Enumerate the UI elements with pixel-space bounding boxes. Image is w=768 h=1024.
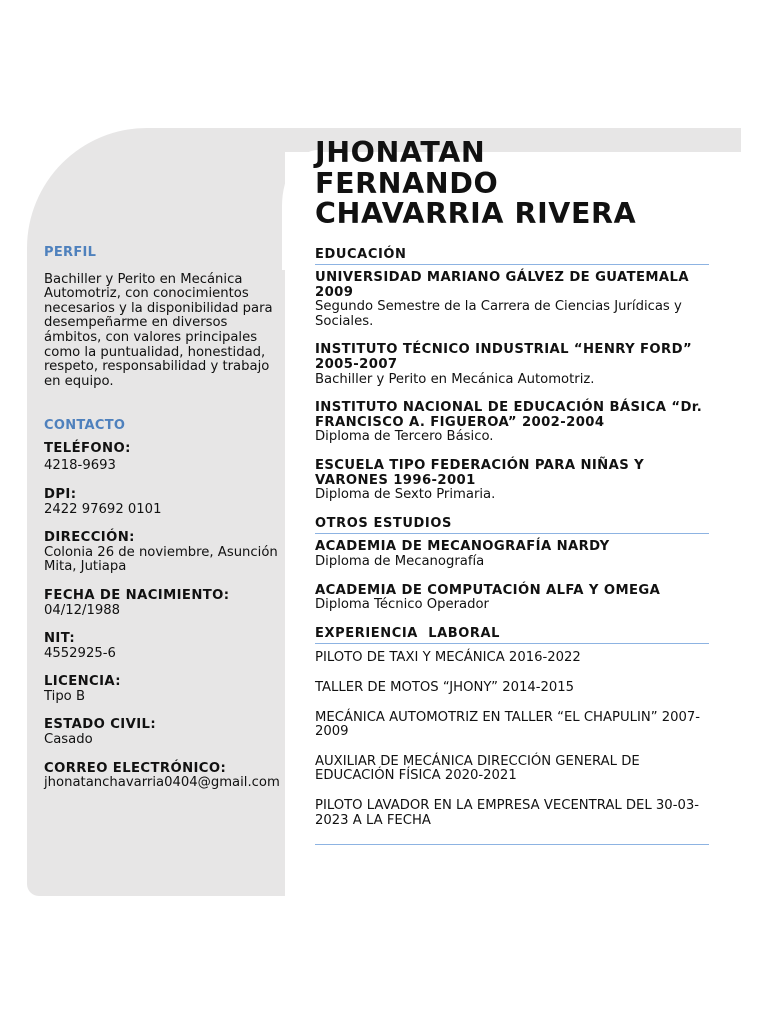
contact-email[interactable]: jhonatanchavarria0404@gmail.com	[44, 775, 280, 791]
entry-desc: Diploma de Tercero Básico.	[315, 429, 494, 445]
experiencia-heading: EXPERIENCIA LABORAL	[315, 627, 709, 645]
contact-item-dpi	[44, 488, 280, 517]
entry-desc: Diploma de Sexto Primaria.	[315, 487, 496, 503]
education-entry	[315, 271, 709, 329]
perfil-text: Bachiller y Perito en Mecánica Automotriz, con conocimientos necesarios y la disponibilidad para desempeñarme en diversos ámbitos, con valores principales como la puntualidad, honestidad, respeto, responsabilidad y trabajo en equipo.	[44, 271, 273, 389]
educacion-heading: EDUCACIÓN	[315, 248, 709, 266]
otros-estudios-section	[315, 517, 709, 613]
contact-label: NIT:	[44, 631, 76, 647]
candidate-name: JHONATAN FERNANDO CHAVARRIA RIVERA	[315, 136, 637, 230]
contact-item-telefono	[44, 436, 280, 474]
other-study-entry	[315, 540, 709, 569]
entry-desc: Bachiller y Perito en Mecánica Automotriz.	[315, 371, 595, 387]
entry-title: UNIVERSIDAD MARIANO GÁLVEZ DE GUATEMALA 2009	[315, 270, 689, 300]
perfil-heading: PERFIL	[44, 245, 97, 260]
contacto-heading: CONTACTO	[44, 418, 126, 434]
contact-value: Tipo B	[44, 688, 85, 704]
contact-label: CORREO ELECTRÓNICO:	[44, 760, 227, 776]
job-entry: MECÁNICA AUTOMOTRIZ EN TALLER “EL CHAPULIN” 2007-2009	[315, 709, 701, 740]
contact-item-nacimiento	[44, 589, 280, 618]
entry-desc: Diploma Técnico Operador	[315, 597, 489, 613]
education-entry	[315, 343, 709, 387]
section-divider	[315, 844, 709, 845]
contact-item-direccion	[44, 531, 280, 575]
entry-title: ACADEMIA DE MECANOGRAFÍA NARDY	[315, 539, 610, 555]
contact-label: ESTADO CIVIL:	[44, 717, 157, 733]
contact-value: Colonia 26 de noviembre, Asunción Mita, Jutiapa	[44, 544, 278, 575]
job-entry: TALLER DE MOTOS “JHONY” 2014-2015	[315, 679, 575, 695]
contact-item-licencia	[44, 675, 280, 704]
entry-desc: Diploma de Mecanografía	[315, 554, 485, 569]
contact-item-nit	[44, 632, 280, 661]
contact-label: TELÉFONO:	[44, 441, 131, 457]
experiencia-section	[315, 627, 709, 845]
contact-value: 4218-9693	[44, 458, 116, 474]
sidebar	[44, 246, 280, 805]
entry-title: ESCUELA TIPO FEDERACIÓN PARA NIÑAS Y VARONES 1996-2001	[315, 458, 645, 488]
educacion-section	[315, 248, 709, 503]
contact-list	[44, 436, 280, 791]
contact-item-estado-civil	[44, 718, 280, 747]
entry-title: INSTITUTO TÉCNICO INDUSTRIAL “HENRY FORD” 2005-2007	[315, 342, 693, 373]
education-entry	[315, 459, 709, 503]
job-entry: PILOTO DE TAXI Y MECÁNICA 2016-2022	[315, 650, 581, 666]
job-entry: PILOTO LAVADOR EN LA EMPRESA VECENTRAL DEL 30-03-2023 A LA FECHA	[315, 797, 699, 828]
main-content	[315, 138, 709, 845]
entry-title: ACADEMIA DE COMPUTACIÓN ALFA Y OMEGA	[315, 582, 661, 598]
contact-label: DIRECCIÓN:	[44, 530, 135, 546]
contact-label: FECHA DE NACIMIENTO:	[44, 587, 230, 603]
otros-estudios-heading: OTROS ESTUDIOS	[315, 517, 709, 535]
contact-label: DPI:	[44, 486, 77, 502]
contact-value: 2422 97692 0101	[44, 501, 162, 517]
contact-label: LICENCIA:	[44, 674, 121, 690]
entry-title: INSTITUTO NACIONAL DE EDUCACIÓN BÁSICA “Dr. FRANCISCO A. FIGUEROA” 2002-2004	[315, 400, 703, 430]
contact-value: Casado	[44, 732, 93, 748]
job-entry: AUXILIAR DE MECÁNICA DIRECCIÓN GENERAL DE EDUCACIÓN FÍSICA 2020-2021	[315, 753, 640, 784]
education-entry	[315, 401, 709, 445]
contact-value: 04/12/1988	[44, 602, 121, 618]
contact-value: 4552925-6	[44, 645, 116, 661]
header-curve	[282, 150, 318, 270]
other-study-entry	[315, 584, 709, 613]
contact-item-correo	[44, 762, 280, 791]
entry-desc: Segundo Semestre de la Carrera de Ciencias Jurídicas y Sociales.	[315, 299, 682, 329]
